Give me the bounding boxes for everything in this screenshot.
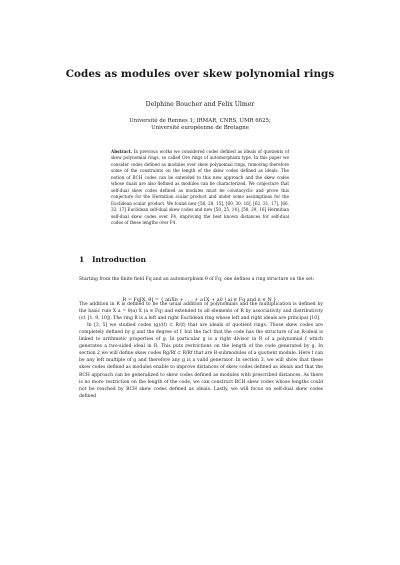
paper-authors: Delphine Boucher and Felix Ulmer [145, 101, 255, 108]
section-heading [79, 255, 146, 264]
section-title: Introduction [92, 255, 147, 264]
affiliation [0, 118, 400, 133]
intro-paragraph-2: The addition in R is defined to be the usual addition of polynomials and the multiplication is defined by the basic rule X a = θ(a) X (a ∈ Fq) and extended to all elements of R by associativity and distributivity (cf. [1, 9, 10]). The ring R is a left and right Euclidean ring whose left and right ideals are principal [10]. [79, 302, 323, 322]
intro-paragraph-3: In [3, 5] we studied codes (g)/(f) ⊂ R/(f) that are ideals of quotient rings. Those skew codes are completely defined by g and the degree of f, but the fact that the code has the structure of an R-ideal is linked to arithmetic properties of g. In particular g is a right divisor in R of a polynomial f which generates a two-sided ideal in R. This puts restrictions on the length of the code generated by g. In section 2 we will define skew codes Rg/Rf ⊂ R/Rf that are R-submodules of a quotient module. Here f can be any left multiple of g and therefore any g is a valid generator. In section 3, we will show that these skew codes defined as modules enable to improve distances of skew codes defined as ideals and that the BCH approach can be generalized to skew codes defined as modules with prescribed distances. As there is no more restriction on the length of the code, we can construct BCH skew codes whose lengths could not be reached by BCH skew codes defined as ideals. Lastly, we will focus on self-dual skew codes defined [79, 323, 323, 399]
ring-equation: R = Fq[X, θ] = { anXn + . . . + a1X + a0 | ai ∈ Fq and n ∈ N } . [122, 297, 280, 303]
abstract-text: In previous works we considered codes defined as ideals of quotients of skew polynomial rings, so called Ore rings of automorphism type. In this paper we consider codes defined as modules over skew polynomial rings, removing therefore some of the constraints on the length of the skew codes defined as ideals. The notion of BCH codes can be extended to this new approach and the skew codes whose duals are also defined as modules can be characterized. We conjecture that self-dual skew codes defined as modules must be constacyclic and prove this conjecture for the Hermitian scalar product and under some assumptions for the Euclidean scalar product. We found new [56, 28, 15], [60, 30, 16], [62, 31, 17], [66, 33, 17] Euclidean self-dual skew codes and new [50, 25, 14], [58, 29, 16] Hermitian self-dual skew codes over F4, improving the best known distances for self-dual codes of these lengths over F4. [111, 149, 289, 225]
paper-title: Codes as modules over skew polynomial rings [65, 68, 335, 80]
abstract-label: Abstract. [111, 149, 133, 154]
intro-paragraph-1: Starting from the finite field Fq and an automorphism θ of Fq, one defines a ring structure on the set: [79, 277, 315, 282]
affiliation-line-1: Université de Rennes 1; IRMAR, CNRS, UMR 6625; [129, 118, 271, 124]
section-number: 1 [79, 255, 85, 264]
affiliation-line-2: Université européenne de Bretagne [151, 125, 249, 132]
abstract [111, 149, 289, 226]
section-body [79, 276, 323, 400]
